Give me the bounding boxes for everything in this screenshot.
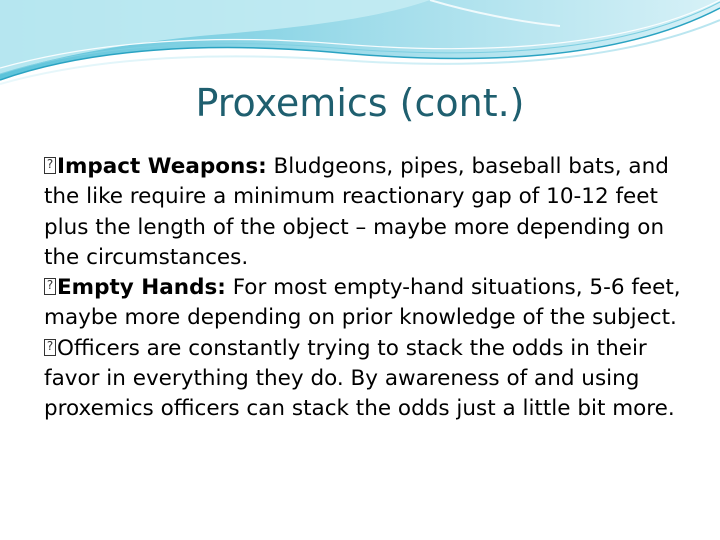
slide-title: Proxemics (cont.) — [195, 81, 525, 125]
bullet-text: Officers are constantly trying to stack the odds in their favor in everything they do. By awareness of and using proxemics officers can stack the odds just a little bit more. — [44, 335, 675, 422]
missing-glyph-bullet-icon — [44, 278, 56, 295]
bullet-officers — [44, 334, 684, 425]
slide-body — [44, 152, 684, 425]
bullet-label: Empty Hands: — [57, 275, 226, 301]
bullet-text: For most empty-hand situations, 5-6 feet, maybe more depending on prior knowledge of the subject. — [44, 275, 681, 331]
bullet-text: Bludgeons, pipes, baseball bats, and the like require a minimum reactionary gap of 10-12 feet plus the length of the object – maybe more depending on the circumstances. — [44, 154, 669, 270]
bullet-impact-weapons — [44, 152, 684, 273]
missing-glyph-bullet-icon — [44, 339, 56, 356]
bullet-empty-hands — [44, 273, 684, 334]
bullet-label: Impact Weapons: — [57, 154, 267, 179]
missing-glyph-bullet-icon — [44, 157, 56, 174]
